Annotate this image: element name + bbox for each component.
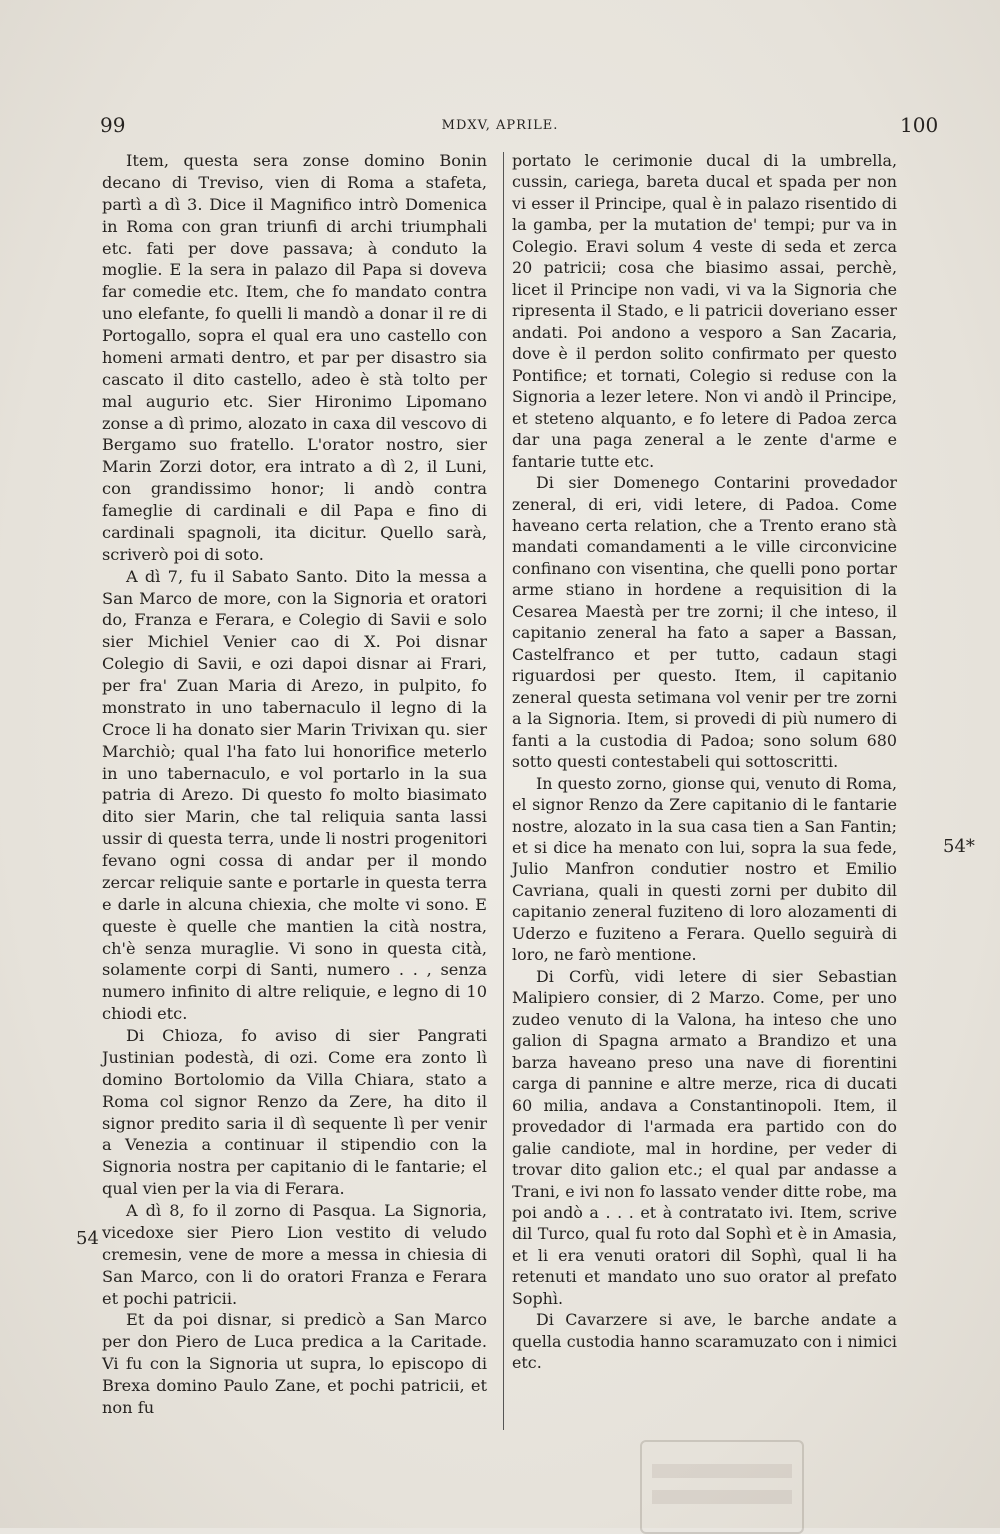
left-column xyxy=(102,150,487,1419)
paragraph: A dì 7, fu il Sabato Santo. Dito la messa a San Marco de more, con la Signoria et oratori do, Franza e Ferara, e Colegio di Savii e solo sier Michiel Venier cao di X. Poi disnar Colegio di Savii, e ozi dapoi disnar ai Frari, per fra' Zuan Maria di Arezo, in pulpito, fo monstrato in uno tabernaculo il legno di la Croce li ha donato sier Marin Trivixan qu. sier Marchiò; qual l'ha fato lui honorifice meterlo in uno tabernaculo, e vol portarlo in la sua patria di Arezo. Di questo fo molto biasimato dito sier Marin, che tal reliquia santa lassi ussir di questa terra, unde li nostri progenitori fevano ogni cossa di andar per il mondo zercar reliquie sante e portarle in questa terra e darle in alcuna chiexia, che molte vi sono. E queste è quelle che mantien la cità nostra, ch'è senza muraglie. Vi sono in questa cità, solamente corpi di Santi, numero . . , senza numero infinito di altre reliquie, e legno di 10 chiodi etc. xyxy=(102,566,487,1024)
margin-number-left: 54 xyxy=(76,1228,99,1249)
running-title: MDXV, APRILE. xyxy=(441,118,559,133)
paragraph: Item, questa sera zonse domino Bonin decano di Treviso, vien di Roma a stafeta, partì a dì 3. Dice il Magnifico intrò Domenica in Roma con gran triunfi di archi triumphali etc. fati per dove passava; à conduto la moglie. E la sera in palazo dil Papa si doveva far comedie etc. Item, che fo mandato contra uno elefante, fo quelli li mandò a donar il re di Portogallo, sopra el qual era uno castello con homeni armati dentro, et par per disastro sia cascato il dito castello, adeo è stà tolto per mal augurio etc. Sier Hironimo Lipomano zonse a dì primo, alozato in caxa dil vescovo di Bergamo suo fratello. L'orator nostro, sier Marin Zorzi dotor, era intrato a dì 2, il Luni, con grandissimo honor; li andò contra fameglie di cardinali e dil Papa e fino di cardinali spagnoli, ita dicitur. Quello sarà, scriverò poi di soto. xyxy=(102,151,487,564)
column-divider xyxy=(503,152,504,1430)
paragraph: Di Cavarzere si ave, le barche andate a quella custodia hanno scaramuzato con i nimici etc. xyxy=(512,1310,897,1373)
paragraph: Et da poi disnar, si predicò a San Marco per don Piero de Luca predica a la Caritade. Vi fu con la Signoria ut supra, lo episcopo di Brexa domino Paulo Zane, et pochi patricii, et non fu xyxy=(102,1310,487,1417)
page-number-left: 99 xyxy=(100,113,126,137)
paragraph: A dì 8, fo il zorno di Pasqua. La Signoria, vicedoxe sier Piero Lion vestito di veludo cremesin, vene de more a messa in chiesia di San Marco, con li do oratori Franza e Ferara et pochi patricii. xyxy=(102,1201,487,1308)
paragraph: Di Corfù, vidi letere di sier Sebastian Malipiero consier, di 2 Marzo. Come, per uno zudeo venuto di la Valona, ha inteso che uno galion di Spagna armato a Brandizo et una barza haveano preso una nave di fiorentini carga di pannine e altre merze, rica di ducati 60 milia, andava a Constantinopoli. Item, il provedador di l'armada era partido con do galie candiote, mal in hordine, per veder di trovar dito galion etc.; el qual par andasse a Trani, e ivi non fo lassato vender ditte robe, ma poi andò a . . . et à contratato ivi. Item, scrive dil Turco, qual fu roto dal Sophì et è in Amasia, et li era venuti oratori dil Sophì, qual li ha retenuti et mandato uno suo orator al prefato Sophì. xyxy=(512,966,897,1308)
paragraph: In questo zorno, gionse qui, venuto di Roma, el signor Renzo da Zere capitanio di le fantarie nostre, alozato in la sua casa tien a San Fantin; et si dice ha menato con lui, sopra la sua fede, Julio Manfron condutier nostro et Emilio Cavriana, quali in questi zorni per dubito dil capitanio zeneral fuziteno di loro alozamenti di Uderzo e fuziteno a Ferara. Quello seguirà di loro, ne farò mentione. xyxy=(512,773,897,965)
paragraph: Di sier Domenego Contarini provedador zeneral, di eri, vidi letere, di Padoa. Come haveano certa relation, che a Trento erano stà mandati comandamenti a le ville circonvicine confinano con visentina, che quelli pono portar arme stiano in hordene a requisition di la Cesarea Maestà per tre zorni; il che inteso, il capitanio zeneral ha fato a saper a Bassan, Castelfranco et per tutto, cadaun stagi riguardosi per questo. Item, il capitanio zeneral questa setimana vol venir per tre zorni a la Signoria. Item, si provedi di più numero di fanti a la custodia di Padoa; sono solum 680 sotto questi contestabeli qui sottoscritti. xyxy=(512,473,897,772)
right-column xyxy=(512,150,897,1374)
paragraph: Di Chioza, fo aviso di sier Pangrati Justinian podestà, di ozi. Come era zonto lì domino Bortolomio da Villa Chiara, stato a Roma col signor Renzo da Zere, ha dito il signor predito saria il dì sequente lì per venir a Venezia a continuar il stipendio con la Signoria nostra per capitanio di le fantarie; el qual vien per la via di Ferara. xyxy=(102,1026,487,1199)
library-stamp xyxy=(640,1440,804,1534)
page-number-right: 100 xyxy=(900,113,939,137)
paragraph: portato le cerimonie ducal di la umbrella, cussin, cariega, bareta ducal et spada per non vi esser il Principe, qual è in palazo risentido di la gamba, per la mutation de' tempi; pur va in Colegio. Eravi solum 4 veste di seda et zerca 20 patricii; cosa che biasimo assai, perchè, licet il Principe non vadi, vi va la Signoria che ripresenta il Stado, e li patricii doveriano esser andati. Poi andono a vesporo a San Zacaria, dove è il perdon solito confirmato per questo Pontifice; et tornati, Colegio si reduse con la Signoria a lezer letere. Non vi andò il Principe, et steteno alquanto, e fo letere di Padoa zerca dar una paga zeneral a le zente d'arme e fantarie tutte etc. xyxy=(512,151,897,471)
margin-number-right: 54* xyxy=(943,836,975,857)
